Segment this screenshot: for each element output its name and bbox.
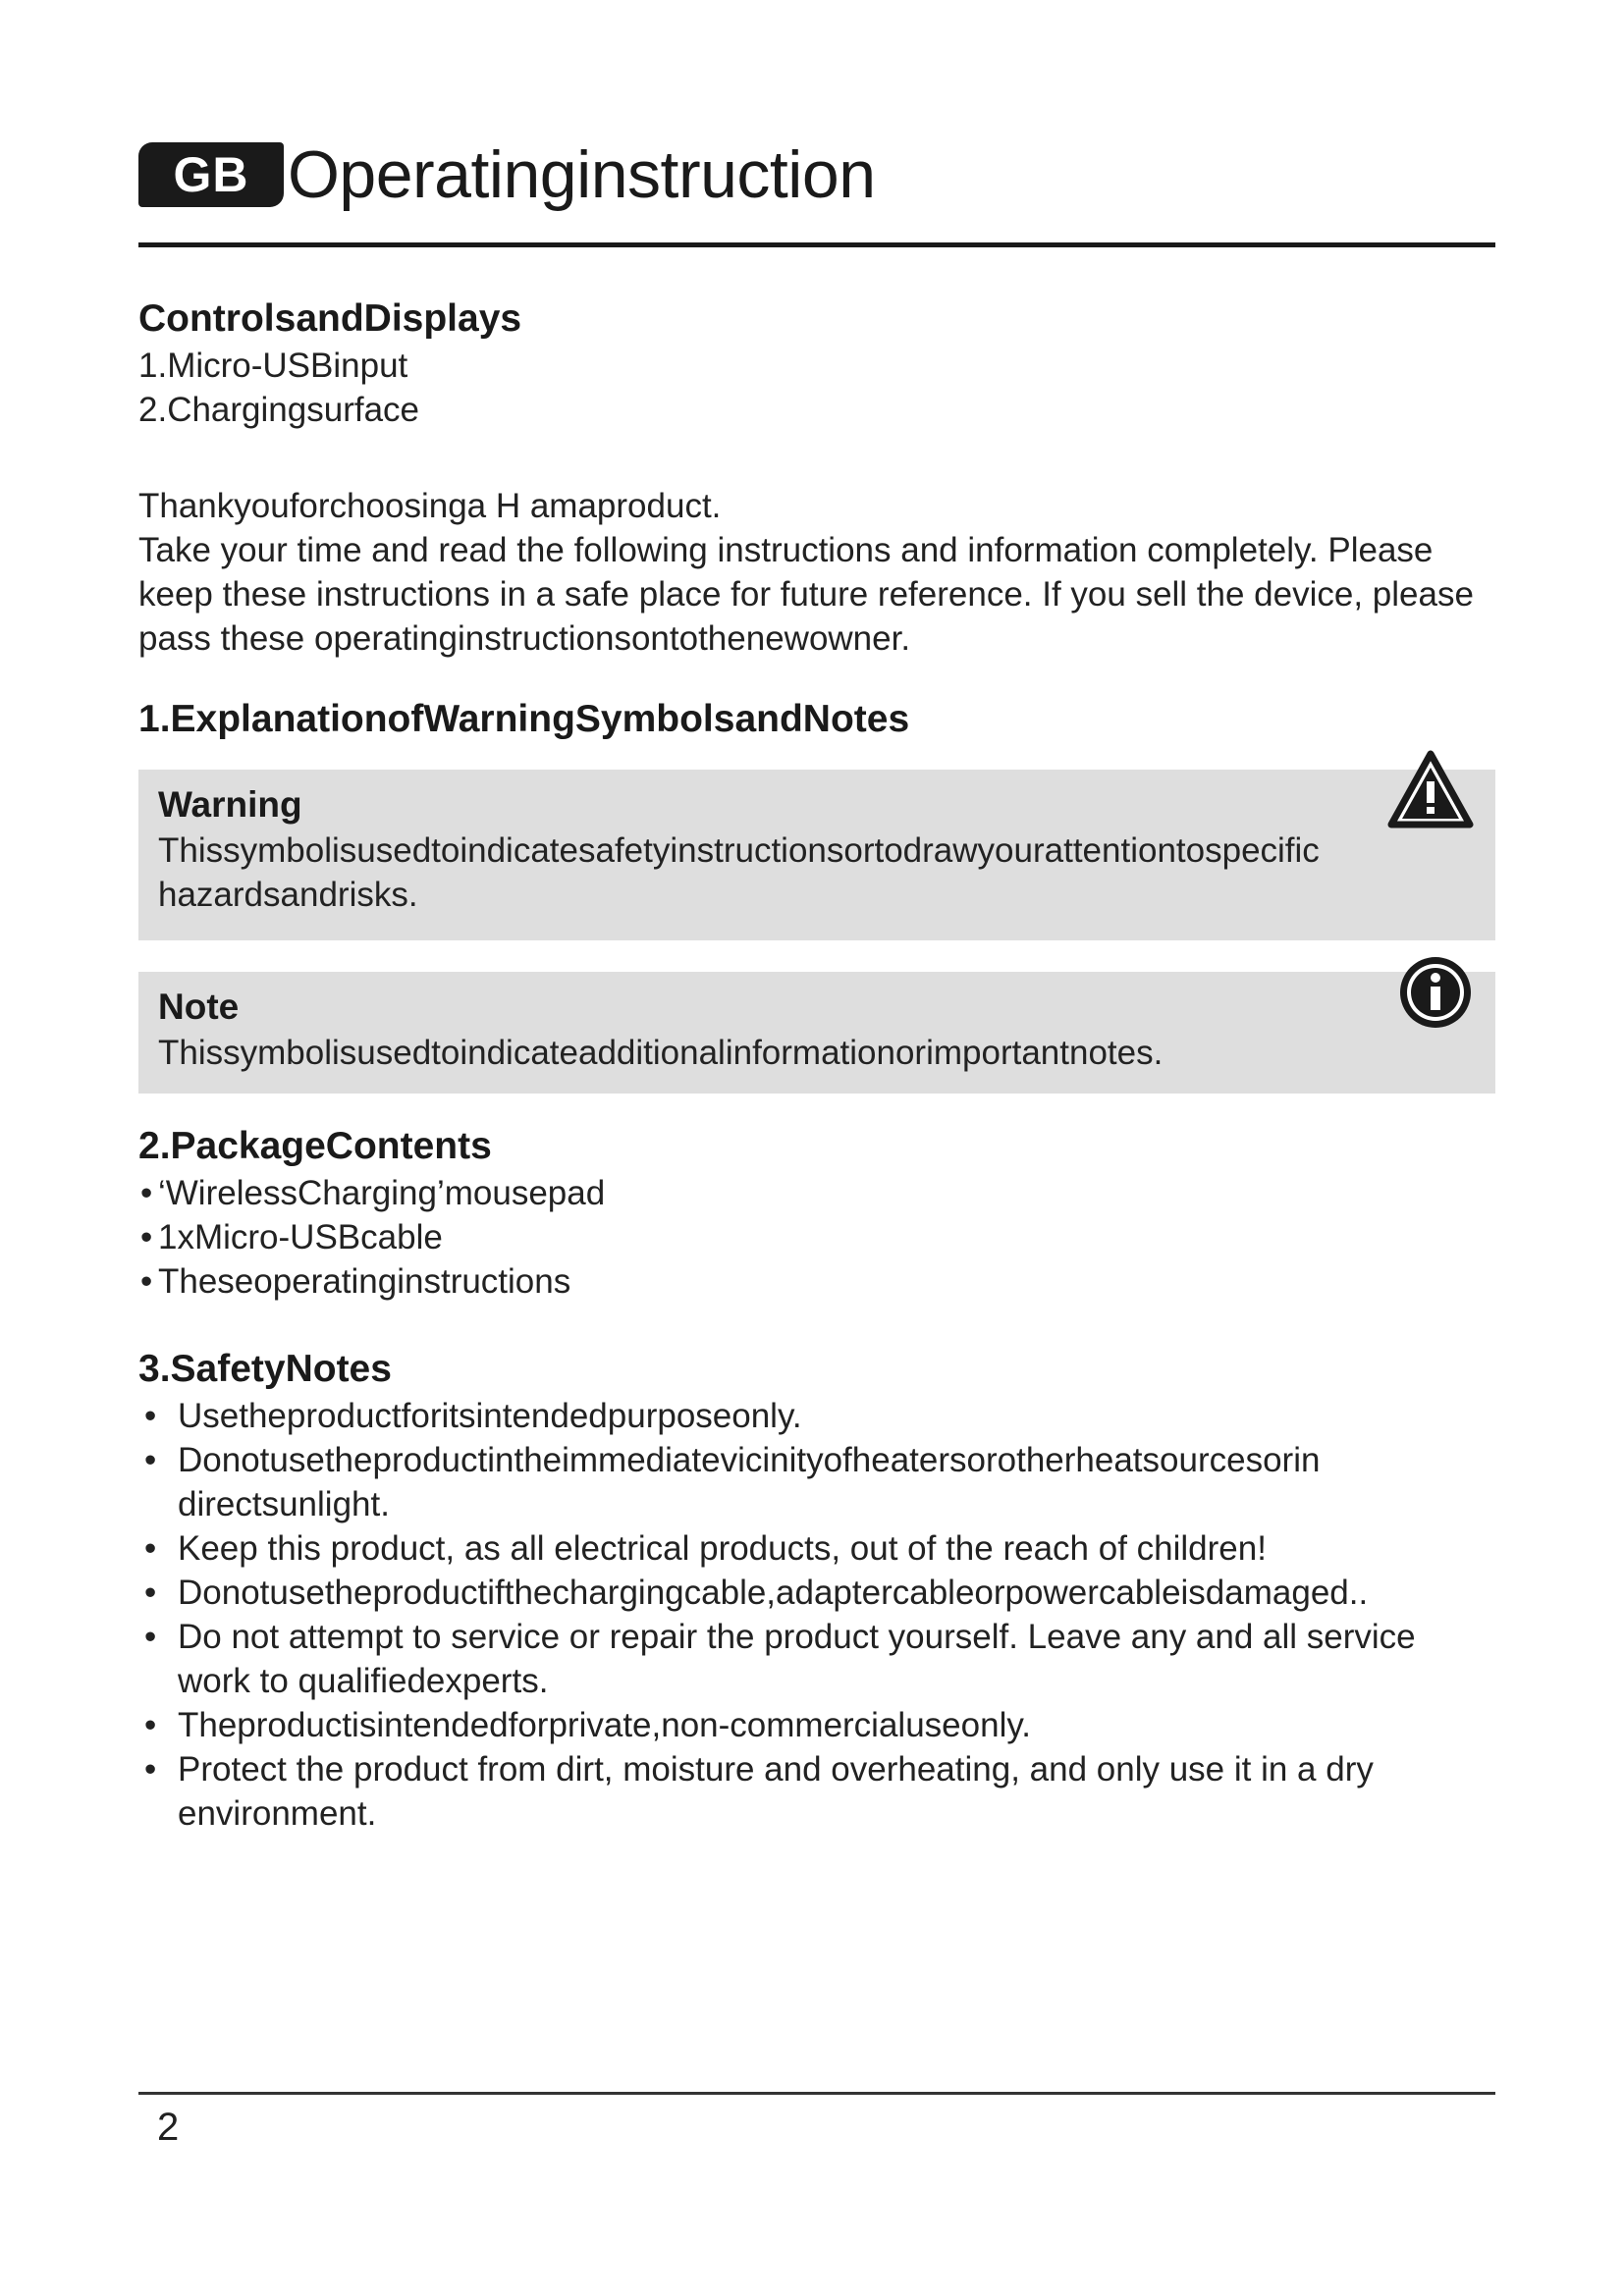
note-text: Thissymbolisusedtoindicateadditionalinformationorimportantnotes. [158, 1034, 1164, 1072]
warning-title: Warning [158, 784, 302, 825]
language-badge: GB [138, 142, 284, 207]
info-circle-icon [1397, 954, 1474, 1031]
list-item: • Theseoperatinginstructions [138, 1259, 1495, 1304]
intro-thanks: Thankyouforchoosinga H amaproduct. [138, 487, 722, 525]
list-item: • Protect the product from dirt, moisture and overheating, and only use it in a dry environment. [138, 1747, 1493, 1836]
header-divider [138, 242, 1495, 247]
section2-heading: 2.PackageContents [138, 1125, 492, 1167]
list-item: • Donotusetheproductifthechargingcable,adaptercableorpowercableisdamaged.. [138, 1571, 1493, 1615]
package-contents-list [138, 1171, 1495, 1304]
footer-divider [138, 2092, 1495, 2095]
list-item: • ‘WirelessCharging’mousepad [138, 1171, 1495, 1215]
list-item: • Usetheproductforitsintendedpurposeonly. [138, 1394, 1493, 1438]
list-item: • Theproductisintendedforprivate,non-commercialuseonly. [138, 1703, 1493, 1747]
note-title: Note [158, 987, 240, 1027]
controls-section [138, 294, 1495, 432]
warning-text: Thissymbolisusedtoindicatesafetyinstructionsortodrawyourattentiontospecific hazardsandrisks. [158, 831, 1320, 914]
controls-item: 2.Chargingsurface [138, 391, 419, 429]
safety-notes-list [138, 1394, 1493, 1836]
document-title: Operatinginstruction [288, 137, 876, 212]
note-callout [138, 972, 1495, 1094]
list-item: • Do not attempt to service or repair the product yourself. Leave any and all service work to qualifiedexperts. [138, 1615, 1493, 1703]
section2 [138, 1122, 1495, 1304]
list-item: • Keep this product, as all electrical products, out of the reach of children! [138, 1526, 1493, 1571]
section1 [138, 695, 1495, 744]
controls-heading: ControlsandDisplays [138, 297, 522, 340]
page-number: 2 [157, 2106, 180, 2149]
list-item: • 1xMicro-USBcable [138, 1215, 1495, 1259]
intro-section [138, 484, 1495, 661]
intro-instructions: Take your time and read the following instructions and information completely. Please keep these instructions in a safe place for future reference. If you sell the device, please pass these operatinginstructionsontothenewowner. [138, 531, 1474, 658]
section1-heading: 1.ExplanationofWarningSymbolsandNotes [138, 698, 910, 740]
section3-heading: 3.SafetyNotes [138, 1348, 392, 1390]
warning-triangle-icon [1387, 750, 1474, 828]
controls-item: 1.Micro-USBinput [138, 347, 408, 385]
warning-callout [138, 770, 1495, 940]
section3 [138, 1345, 1495, 1836]
list-item: • Donotusetheproductintheimmediatevicinityofheatersorotherheatsourcesorin directsunlight. [138, 1438, 1493, 1526]
page-header [138, 135, 876, 214]
